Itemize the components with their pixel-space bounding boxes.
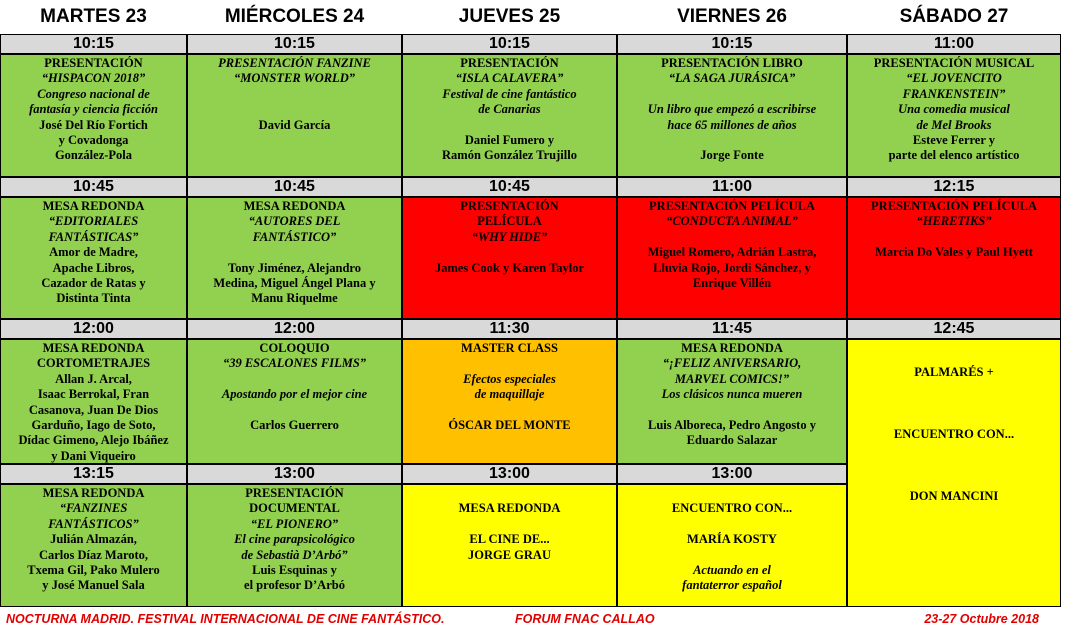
event-line: MESA REDONDA [42,486,145,500]
event-line: MARVEL COMICS!” [674,371,790,386]
event-cell [402,339,617,464]
event-cell [847,197,1061,319]
event-line: DOCUMENTAL [249,501,340,516]
event-line: Lluvia Rojo, Jordi Sánchez, y [653,260,811,275]
time-slot: 10:45 [402,177,617,197]
event-line: “HERETIKS” [916,214,992,229]
event-line: Allan J. Arcal, [55,371,132,386]
event-line: Apostando por el mejor cine [221,387,368,402]
footer [0,608,1075,631]
event-line: ENCUENTRO CON... [671,501,793,516]
event-line: el profesor D’Arbó [244,578,345,593]
event-line: de maquillaje [474,387,545,402]
event-line: Una comedia musical [898,102,1010,117]
event-line: JORGE GRAU [468,547,551,562]
event-cell [617,484,847,607]
day-header: SÁBADO 27 [899,5,1009,27]
event-line: y José Manuel Sala [42,578,145,593]
event-line: Isaac Berrokal, Fran [37,387,150,402]
time-slot: 12:45 [847,319,1061,339]
event-cell [0,54,187,177]
time-slot: 10:15 [617,34,847,54]
event-line: FRANKENSTEIN” [902,86,1006,101]
time-slot: 13:00 [617,464,847,484]
event-line: “EL JOVENCITO [906,71,1002,86]
time-slot: 12:15 [847,177,1061,197]
event-line: MESA REDONDA [458,501,561,516]
event-line: Eduardo Salazar [686,433,778,448]
event-line: Un libro que empezó a escribirse [647,102,817,117]
event-line: MESA REDONDA [243,199,346,213]
event-line: DON MANCINI [909,488,999,503]
event-line: Apache Libros, [52,260,135,275]
event-line: “CONDUCTA ANIMAL” [666,214,798,229]
event-line: MESA REDONDA [42,199,145,213]
day-header: MIÉRCOLES 24 [224,5,365,27]
event-line: Carlos Díaz Maroto, [38,547,149,562]
day-header: VIERNES 26 [677,5,787,27]
event-line: “EL PIONERO” [250,516,339,531]
event-line: “¡FELIZ ANIVERSARIO, [662,356,802,371]
event-line: PRESENTACIÓN FANZINE [218,56,371,70]
event-line: ÓSCAR DEL MONTE [448,418,571,432]
event-line: PRESENTACIÓN [460,56,559,70]
event-line: PRESENTACIÓN [245,486,344,500]
time-slot: 10:45 [0,177,187,197]
event-cell [187,339,402,464]
event-line: Enrique Villén [692,276,772,291]
event-line: Ramón González Trujillo [442,148,577,163]
event-cell [617,197,847,319]
event-line: de Sebastià D’Arbó” [241,547,348,562]
event-line: Medina, Miguel Ángel Plana y [213,276,376,291]
event-cell [0,339,187,464]
event-cell [617,54,847,177]
event-line: Jorge Fonte [700,148,764,163]
event-line: Los clásicos nunca mueren [661,387,803,402]
event-line: Manu Riquelme [251,291,338,306]
event-line: fantaterror español [682,578,782,593]
event-line: José Del Río Fortich [39,117,148,132]
event-line: PRESENTACIÓN [460,199,559,213]
event-line: PELÍCULA [477,214,542,229]
event-line: Festival de cine fantástico [442,86,577,101]
event-line: fantasía y ciencia ficción [29,102,158,117]
event-line: de Canarias [478,102,541,117]
event-line: Tony Jiménez, Alejandro [228,260,361,275]
event-line: “ISLA CALAVERA” [455,71,564,86]
event-line: ENCUENTRO CON... [893,426,1015,441]
footer-festival: NOCTURNA MADRID. FESTIVAL INTERNACIONAL DE CINE FANTÁSTICO. [6,612,445,626]
event-cell [847,54,1061,177]
event-line: “WHY HIDE” [471,229,548,244]
event-line: y Covadonga [58,133,129,148]
event-line: Miguel Romero, Adrián Lastra, [647,245,817,260]
event-line: David García [258,117,331,132]
event-line: Actuando en el [693,562,771,577]
event-line: PRESENTACIÓN [44,56,143,70]
day-header: JUEVES 25 [458,5,561,27]
event-line: Julián Almazán, [50,532,137,547]
event-line: Dídac Gimeno, Alejo Ibáñez [18,433,169,448]
event-line: Amor de Madre, [49,245,138,260]
event-line: Marcia Do Vales y Paul Hyett [875,245,1033,260]
event-line: EL CINE DE... [469,532,550,547]
event-cell [187,484,402,607]
event-cell [402,484,617,607]
event-line: PRESENTACIÓN PELÍCULA [648,199,816,213]
event-line: COLOQUIO [259,341,330,355]
event-line: Casanova, Juan De Dios [28,402,159,417]
event-line: CORTOMETRAJES [36,356,151,371]
time-slot: 13:00 [187,464,402,484]
event-line: Congreso nacional de [37,86,150,101]
time-slot: 11:30 [402,319,617,339]
event-line: Cazador de Ratas y [41,276,146,291]
event-line: Txema Gil, Pako Mulero [27,563,160,578]
event-line: Carlos Guerrero [250,418,339,432]
event-line: Esteve Ferrer y [912,133,996,148]
event-line: “HISPACON 2018” [41,71,146,86]
time-slot: 13:00 [402,464,617,484]
event-line: de Mel Brooks [916,117,992,132]
event-line: MESA REDONDA [681,341,783,355]
time-slot: 12:00 [187,319,402,339]
time-slot: 10:15 [402,34,617,54]
event-line: PRESENTACIÓN LIBRO [661,56,803,70]
event-line: MESA REDONDA [42,341,145,355]
event-line: Garduño, Iago de Soto, [31,417,156,432]
event-line: Efectos especiales [463,371,556,386]
event-line: FANTÁSTICAS” [48,229,139,244]
event-cell [617,339,847,464]
event-cell [402,54,617,177]
event-line: MASTER CLASS [461,341,558,355]
event-line: PRESENTACIÓN MUSICAL [873,56,1035,70]
event-cell [0,197,187,319]
event-line: PRESENTACIÓN PELÍCULA [870,199,1038,213]
event-line: González-Pola [54,148,133,163]
event-line: “EDITORIALES [48,214,139,229]
day-header: MARTES 23 [40,5,147,27]
event-line: FANTÁSTICO” [252,229,337,244]
event-cell [847,339,1061,607]
event-cell [187,54,402,177]
event-cell [402,197,617,319]
event-line: Daniel Fumero y [464,133,555,148]
event-line: “FANZINES [59,501,128,516]
time-slot: 11:00 [847,34,1061,54]
event-line: “MONSTER WORLD” [234,71,355,86]
event-line: El cine parapsicológico [234,532,355,547]
event-line: “AUTORES DEL [248,214,341,229]
event-line: parte del elenco artístico [888,148,1020,163]
footer-dates: 23-27 Octubre 2018 [924,612,1039,626]
event-cell [187,197,402,319]
event-line: hace 65 millones de años [667,117,797,132]
event-line: James Cook y Karen Taylor [434,260,585,275]
time-slot: 13:15 [0,464,187,484]
event-line: y Dani Viqueiro [51,448,136,463]
event-line: FANTÁSTICOS” [48,516,139,531]
time-slot: 10:15 [0,34,187,54]
event-line: Luis Alboreca, Pedro Angosto y [648,418,816,433]
time-slot: 12:00 [0,319,187,339]
event-line: “39 ESCALONES FILMS” [222,356,367,371]
footer-venue: FORUM FNAC CALLAO [515,612,655,626]
time-slot: 11:00 [617,177,847,197]
time-slot: 10:15 [187,34,402,54]
event-line: “LA SAGA JURÁSICA” [668,71,796,86]
event-line: Distinta Tinta [56,291,131,306]
event-line: PALMARÉS + [914,365,994,380]
event-line: MARÍA KOSTY [687,532,777,547]
event-line: Luis Esquinas y [252,563,337,578]
time-slot: 11:45 [617,319,847,339]
time-slot: 10:45 [187,177,402,197]
event-cell [0,484,187,607]
